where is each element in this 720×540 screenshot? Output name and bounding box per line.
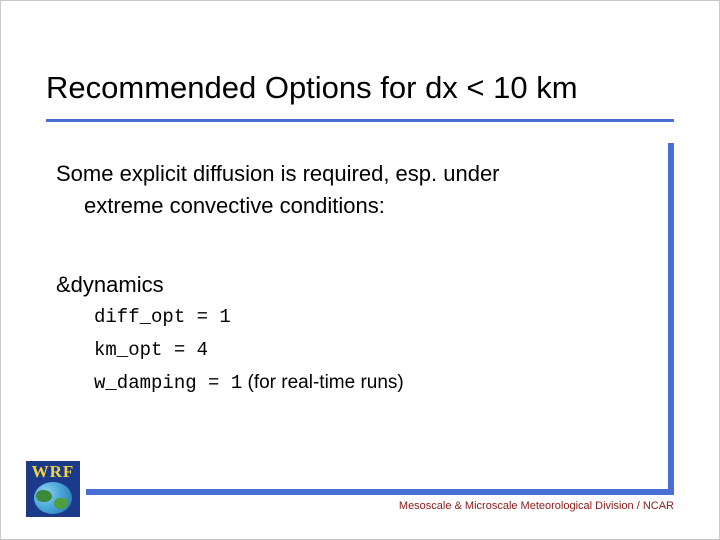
code-note-w-damping: (for real-time runs) xyxy=(242,372,404,393)
page-title: Recommended Options for dx < 10 km xyxy=(46,70,578,105)
body-spacer xyxy=(56,222,656,272)
wrf-logo xyxy=(26,461,80,517)
code-text-km-opt: km_opt = 4 xyxy=(94,339,209,361)
intro-line-1: Some explicit diffusion is required, esp. under xyxy=(56,161,500,186)
footer-text: Mesoscale & Microscale Meteorological Division / NCAR xyxy=(398,500,674,512)
namelist-option-diff-opt xyxy=(56,306,656,328)
intro-line-2: extreme convective conditions: xyxy=(84,193,385,218)
code-text-diff-opt: diff_opt = 1 xyxy=(94,306,231,328)
globe-icon xyxy=(34,482,72,514)
wrf-logo-label: WRF xyxy=(31,462,75,481)
namelist-group-label: &dynamics xyxy=(56,272,164,297)
namelist-option-km-opt xyxy=(56,339,656,361)
code-text-w-damping: w_damping = 1 xyxy=(94,372,243,394)
intro-paragraph xyxy=(56,158,656,222)
title-divider xyxy=(46,119,674,122)
namelist-option-w-damping xyxy=(56,372,656,394)
right-accent-bar xyxy=(668,143,674,492)
slide-body xyxy=(56,158,656,405)
bottom-accent-bar xyxy=(86,489,674,495)
